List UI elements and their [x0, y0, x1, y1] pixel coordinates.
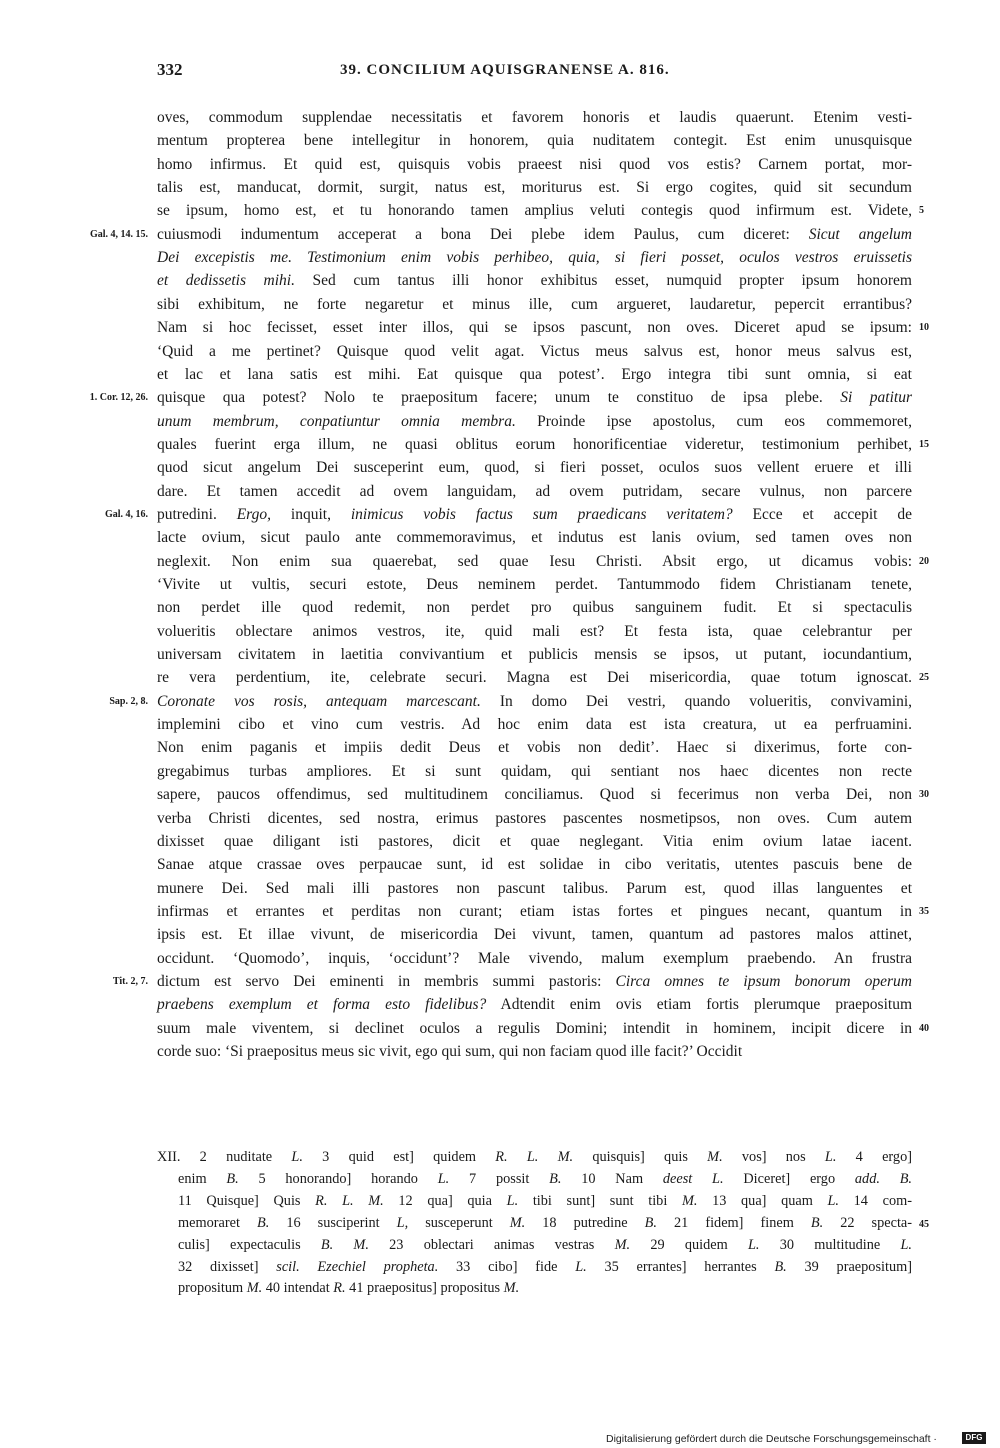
text-line	[157, 947, 912, 970]
text-line	[157, 363, 912, 386]
text-segment: dare. Et tamen accedit ad ovem languidam, ad ovem putridam, secare vulnus, non parcere	[157, 482, 912, 500]
margin-citation: Gal. 4, 16.	[104, 508, 148, 520]
italic-segment: Sicut angelum	[808, 225, 912, 243]
text-segment: volueritis oblectare animos vestros, ite, quid mali est? Et festa ista, quae celebrantur per	[157, 622, 912, 640]
text-segment: 14 com-	[839, 1192, 912, 1209]
text-segment: enim	[178, 1170, 227, 1187]
text-segment: culis] expectaculis	[178, 1236, 321, 1253]
text-segment: verba Christi dicentes, sed nostra, erimus pastores pascentes nosmetipsos, non oves. Cum autem	[157, 809, 912, 827]
text-segment: inquit,	[271, 505, 351, 523]
text-line	[157, 900, 912, 923]
italic-segment: R. L. M.	[495, 1149, 574, 1165]
text-segment: Adtendit enim ovis etiam fortis plerumque praepositum	[486, 996, 912, 1014]
text-segment: Sed cum tantus illi honor exhibitus esset, numquid propter ipsum honorem	[294, 272, 912, 290]
text-line	[157, 176, 912, 199]
text-segment: munere Dei. Sed mali illi pastores non pascunt talibus. Parum est, quod illas languentes et	[157, 879, 912, 897]
text-segment: 40 intendat	[262, 1280, 334, 1297]
text-line	[157, 106, 912, 129]
text-line	[157, 970, 912, 993]
text-line	[157, 713, 912, 736]
italic-segment: L.	[437, 1170, 450, 1187]
line-number: 15	[919, 438, 929, 450]
text-segment: 3 quid est] quidem	[302, 1149, 496, 1165]
footnote-line	[157, 1147, 912, 1168]
text-line	[157, 129, 912, 152]
line-number: 35	[919, 905, 929, 917]
text-segment: implemini cibo et vino cum vestris. Ad hoc enim data est ista creatura, ut ea perfruamini.	[157, 716, 912, 734]
text-segment: se ipsum, homo est, et tu honorando tamen amplius veluti contegis quod infirmum est. Videte,	[157, 202, 912, 220]
text-segment: In domo Dei vestri, quando volueritis, convivamini,	[480, 692, 912, 710]
line-number: 5	[919, 205, 924, 217]
text-segment: vos] nos	[722, 1149, 825, 1165]
text-segment: infirmas et errantes et perditas non curant; etiam istas fortes et pingues necant, quantum in	[157, 902, 912, 920]
text-segment: tibi sunt] sunt tibi	[518, 1192, 682, 1209]
text-segment: susceperunt	[408, 1214, 510, 1231]
text-segment: 30 multitudine	[759, 1236, 901, 1253]
footnote-line	[178, 1213, 912, 1234]
text-segment: Non enim paganis et impiis dedit Deus et vobis non dedit’. Haec si dixerimus, forte con-	[157, 739, 912, 757]
digitization-credit: Digitalisierung gefördert durch die Deutsche Forschungsgemeinschaft ·	[606, 1433, 937, 1445]
footnote-line	[178, 1191, 912, 1212]
text-segment: 11 Quisque] Quis	[178, 1192, 316, 1209]
text-line	[157, 666, 912, 689]
text-segment: lacte ovium, sicut paulo ante commemoravimus, et indutus est lanis ovium, sed tamen oves non	[157, 529, 912, 547]
text-segment: quales fuerint erga illum, ne quasi oblitus eorum honorificentiae videretur, testimonium perhibet,	[157, 435, 912, 453]
text-line	[157, 316, 912, 339]
italic-segment: Coronate vos rosis, antequam marcescant.	[157, 692, 481, 710]
text-line	[157, 736, 912, 759]
text-segment: 10 Nam	[561, 1170, 663, 1187]
text-segment: sibi exhibitum, ne forte negaretur et minus ille, cum argueret, laudaretur, pepercit errantibus?	[157, 295, 912, 313]
running-head: 39. CONCILIUM AQUISGRANENSE A. 816.	[340, 62, 670, 78]
text-segment: dictum est servo Dei eminenti in membris summi pastoris:	[157, 972, 616, 990]
line-number: 10	[919, 322, 929, 334]
text-line	[157, 877, 912, 900]
text-segment: homo infirmus. Et quid est, quisquis vobis praeest nisi quod vos estis? Carnem portat, mor-	[157, 155, 912, 173]
text-segment: 22 specta-	[823, 1214, 913, 1231]
line-number: 45	[919, 1218, 929, 1230]
dfg-logo: DFG	[962, 1432, 986, 1444]
text-segment: XII. 2 nuditate	[157, 1149, 292, 1165]
italic-segment: deest L.	[662, 1170, 724, 1187]
text-segment: 4 ergo]	[836, 1149, 912, 1165]
text-line	[157, 1040, 912, 1063]
text-segment: ‘Vivite ut vultis, securi estote, Deus neminem perdet. Tantummodo fidem Christianam tenete,	[157, 576, 912, 593]
text-line	[157, 620, 912, 643]
margin-citation: Gal. 4, 14. 15.	[89, 228, 148, 240]
italic-segment: M.	[707, 1149, 723, 1165]
text-line	[157, 760, 912, 783]
italic-segment: B. M.	[320, 1236, 369, 1253]
text-line	[157, 573, 912, 596]
text-segment: 33 cibo] fide	[438, 1258, 576, 1275]
text-segment: quod sicut angelum Dei susceperint eum, quod, si fieri posset, oculos suos vellent eruere et illi	[157, 459, 912, 477]
text-segment: quisque qua potest? Nolo te praepositum facere; unum te constituo de ipsa plebe.	[157, 389, 841, 407]
margin-citation: Tit. 2, 7.	[112, 975, 148, 987]
text-segment: sapere, paucos offendimus, sed multitudinem conciliamus. Quod si fecerimus non verba Dei, non	[157, 786, 912, 804]
italic-segment: B.	[644, 1214, 657, 1231]
italic-segment: Ergo,	[236, 505, 272, 523]
italic-segment: L.	[900, 1236, 912, 1253]
italic-segment: R. L. M.	[315, 1192, 384, 1209]
text-line	[157, 433, 912, 456]
text-line	[157, 386, 912, 409]
italic-segment: L,	[396, 1214, 409, 1231]
text-segment: 13 qua] quam	[697, 1192, 828, 1209]
text-line	[157, 550, 912, 573]
text-segment: non perdet ille quod redemit, non perdet pro quibus sanguinem fudit. Et si spectaculis	[157, 599, 912, 617]
text-segment: 12 qua] quia	[383, 1192, 507, 1209]
text-segment: Diceret] ergo	[723, 1170, 855, 1187]
text-segment: 41 praepositus] propositus	[345, 1280, 504, 1297]
text-segment: suum male viventem, si declinet oculos a regulis Domini; intendit in hominem, incipit dicere in	[157, 1019, 912, 1037]
text-segment: 18 putredine	[525, 1214, 645, 1231]
text-segment: corde suo: ‘Si praepositus meus sic vivit, ego qui sum, qui non faciam quod ille facit?’ Occidit	[157, 1043, 743, 1060]
text-line	[157, 503, 912, 526]
margin-citation: 1. Cor. 12, 26.	[89, 392, 148, 404]
footnote-line	[178, 1169, 912, 1190]
text-segment: 29 quidem	[630, 1236, 748, 1253]
italic-segment: B.	[226, 1170, 239, 1187]
italic-segment: L.	[575, 1258, 587, 1275]
text-segment: neglexit. Non enim sua quaerebat, sed quae Iesu Christi. Absit ergo, ut dicamus vobis:	[157, 552, 912, 570]
text-segment: ‘Quid a me pertinet? Quisque quod velit agat. Victus meus salvus est, honor meus salvus est,	[157, 342, 912, 360]
footnote-line	[178, 1257, 912, 1278]
italic-segment: Si patitur	[840, 389, 912, 407]
italic-segment: M.	[503, 1280, 520, 1297]
text-segment: putredini.	[157, 505, 237, 523]
text-segment: 7 possit	[449, 1170, 550, 1187]
text-segment: cuiusmodi indumentum acceperat a bona Dei plebe idem Paulus, cum diceret:	[157, 225, 809, 243]
text-line	[157, 153, 912, 176]
text-line	[157, 643, 912, 666]
text-segment: et lac et lana satis est mihi. Eat quisque qua potest’. Ergo integra tibi sunt omnia, si eat	[157, 365, 912, 383]
text-line	[157, 199, 912, 222]
page-number: 332	[157, 60, 183, 79]
line-number: 20	[919, 555, 929, 567]
text-line	[157, 853, 912, 876]
text-line	[157, 410, 912, 433]
footnote-line	[178, 1278, 912, 1299]
text-segment: re vera perdentium, ite, celebrate securi. Magna est Dei misericordia, quae totum ignoscat.	[157, 669, 912, 687]
italic-segment: B.	[774, 1258, 787, 1275]
text-segment: Nam si hoc fecisset, esset inter illos, qui se ipsos pascunt, non oves. Diceret apud se ipsum:	[157, 319, 912, 337]
text-segment: 39 praepositum]	[786, 1258, 912, 1275]
italic-segment: R.	[333, 1280, 346, 1297]
text-line	[157, 596, 912, 619]
italic-segment: B.	[549, 1170, 562, 1187]
text-line	[157, 993, 912, 1016]
text-line	[157, 923, 912, 946]
text-line	[157, 1017, 912, 1040]
text-line	[157, 456, 912, 479]
text-segment: 16 susciperint	[269, 1214, 397, 1231]
italic-segment: inimicus vobis factus sum praedicans veritatem?	[350, 505, 733, 523]
italic-segment: L.	[824, 1149, 837, 1165]
text-line	[157, 807, 912, 830]
text-segment: propositum	[178, 1280, 247, 1297]
text-line	[157, 269, 912, 292]
text-line	[157, 480, 912, 503]
italic-segment: et dedissetis mihi.	[157, 272, 295, 290]
italic-segment: unum membrum, conpatiuntur omnia membra.	[157, 412, 516, 430]
text-segment: Sanae atque crassae oves perpaucae sunt, id est solidae in cibo veritatis, utentes pascuis bene de	[157, 856, 912, 874]
italic-segment: L.	[506, 1192, 519, 1209]
footnote-line	[178, 1235, 912, 1256]
text-segment: gregabimus turbas ampliores. Et si sunt quidam, qui sentiant nos haec dicentes non recte	[157, 762, 912, 780]
text-line	[157, 526, 912, 549]
text-segment: oves, commodum supplendae necessitatis et favorem honoris et laudis quaerunt. Etenim vesti-	[157, 109, 912, 126]
text-segment: Proinde ipse apostolus, cum eos commemoret,	[515, 412, 912, 430]
italic-segment: M.	[246, 1280, 263, 1297]
text-line	[157, 223, 912, 246]
line-number: 40	[919, 1022, 929, 1034]
text-segment: mentum propterea bene intellegitur in honorem, quia nuditatem contegit. Est enim unusquisque	[157, 132, 912, 150]
text-segment: dixisset quae diligant isti pastores, dicit et quae neglegant. Vitia enim ovium latae iacent.	[157, 832, 912, 850]
italic-segment: Circa omnes te ipsum bonorum operum	[615, 972, 912, 990]
text-line	[157, 783, 912, 806]
text-segment: universam civitatem in laetitia convivantium et publicis mensis se ipsos, ut putant, iocundantium,	[157, 646, 912, 664]
text-segment: 32 dixisset]	[178, 1258, 277, 1275]
italic-segment: praebens exemplum et forma esto fidelibus?	[157, 996, 487, 1014]
italic-segment: scil. Ezechiel propheta.	[276, 1258, 439, 1275]
text-segment: 21 fidem] finem	[656, 1214, 811, 1231]
text-line	[157, 690, 912, 713]
line-number: 30	[919, 789, 929, 801]
text-segment: memoraret	[178, 1214, 257, 1231]
text-segment: talis est, manducat, dormit, surgit, natus est, moriturus est. Si ergo cogites, quid sit secundum	[157, 179, 912, 197]
italic-segment: M.	[614, 1236, 631, 1253]
text-segment: Ecce et accepit de	[732, 505, 913, 523]
text-segment: 5 honorando] horando	[238, 1170, 438, 1187]
text-line	[157, 340, 912, 363]
italic-segment: L.	[747, 1236, 760, 1253]
text-line	[157, 830, 912, 853]
text-segment: quisquis] quis	[573, 1149, 708, 1165]
italic-segment: L.	[827, 1192, 840, 1209]
line-number: 25	[919, 672, 929, 684]
text-segment: ipsis est. Et illae vivunt, de misericordia Dei vivunt, tamen, quantum ad pastores malos attinet,	[157, 926, 912, 944]
text-segment: 23 oblectari animas vestras	[368, 1236, 615, 1253]
text-line	[157, 293, 912, 316]
italic-segment: B.	[256, 1214, 270, 1231]
text-line	[157, 246, 912, 269]
italic-segment: M.	[681, 1192, 698, 1209]
text-segment: 35 errantes] herrantes	[586, 1258, 775, 1275]
italic-segment: add. B.	[854, 1170, 912, 1187]
text-segment: occidunt. ‘Quomodo’, inquis, ‘occidunt’? Male vivendo, malum exemplum praebendo. An frustra	[157, 949, 912, 967]
italic-segment: L.	[291, 1149, 303, 1165]
italic-segment: M.	[509, 1214, 526, 1231]
italic-segment: Dei excepistis me. Testimonium enim vobis perhibeo, quia, si fieri posset, oculos vestros eruissetis	[157, 249, 912, 267]
margin-citation: Sap. 2, 8.	[109, 695, 148, 707]
italic-segment: B.	[810, 1214, 824, 1231]
